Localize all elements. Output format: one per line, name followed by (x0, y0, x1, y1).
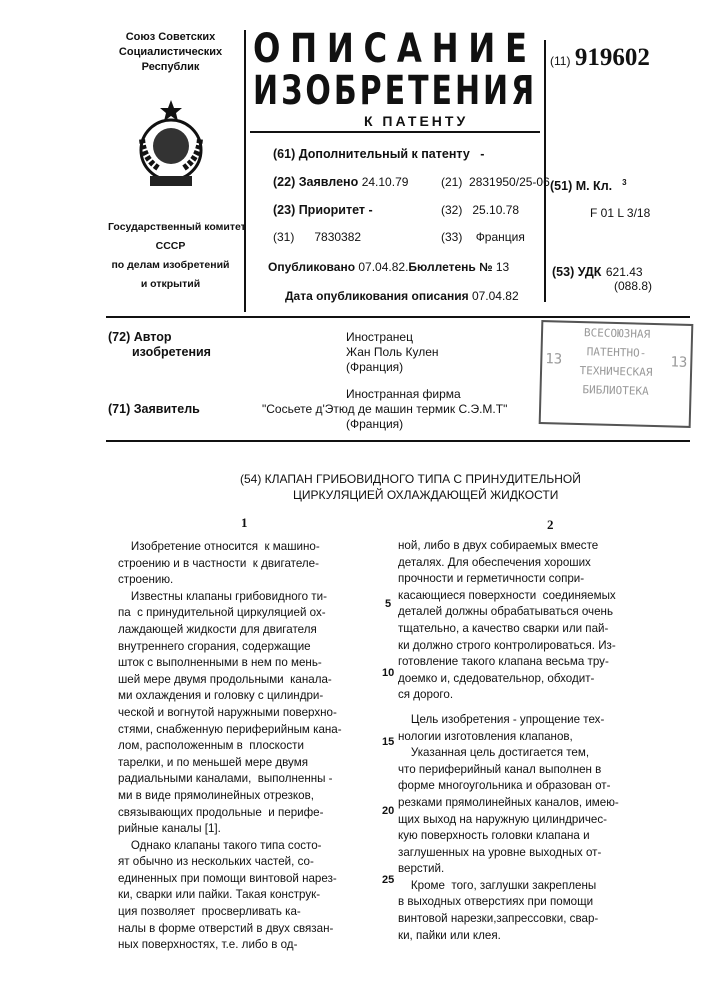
text-line: связывающих продольные и перифе- (118, 805, 342, 822)
text-line: в выходных отверстиях при помощи (398, 894, 619, 911)
text-line: верстий. (398, 861, 619, 878)
field-72-value (330, 330, 439, 375)
text-line: ят обычно из нескольких частей, со- (118, 854, 342, 871)
field-label: (33) (441, 230, 462, 244)
field-31 (273, 230, 361, 244)
text-line: деталях. Для обеспечения хороших (398, 555, 619, 572)
field-33 (441, 230, 525, 244)
field-label: (32) (441, 203, 462, 217)
invention-title-line1: (54) КЛАПАН ГРИБОВИДНОГО ТИПА С ПРИНУДИТЕЛЬНОЙ (240, 472, 581, 486)
text-line: ки, пайки или клея. (398, 928, 619, 945)
divider (106, 316, 690, 318)
text-line: ция позволяет просверливать ка- (118, 904, 342, 921)
field-value: 07.04.82 (472, 289, 519, 303)
text-line: лаждающей жидкости для двигателя (118, 622, 342, 639)
ussr-emblem-icon (128, 98, 214, 203)
field-label: Дата опубликования описания (285, 289, 469, 303)
line-number: 25 (382, 874, 394, 886)
text-line: Однако клапаны такого типа состо- (118, 838, 342, 855)
text-line: внутреннего сгорания, содержащие (118, 639, 342, 656)
applicant-line: Иностранная фирма (262, 387, 507, 402)
text-line: шток с выполненными в нем по мень- (118, 655, 342, 672)
text-line: строению. (118, 572, 342, 589)
field-21 (441, 175, 550, 189)
line-number: 15 (382, 736, 394, 748)
field-value: 2831950/25-06 (469, 175, 550, 189)
text-line: лом, расположенным в плоскости (118, 738, 342, 755)
stamp-line: БИБЛИОТЕКА (541, 379, 689, 402)
field-51 (550, 178, 627, 193)
field-label: (72) Автор (108, 330, 211, 345)
field-label: (21) (441, 175, 462, 189)
applicant-line: "Сосьете д'Этюд де машин термик С.Э.М.Т" (262, 402, 507, 417)
author-line: (Франция) (330, 360, 439, 375)
field-value: Франция (476, 230, 525, 244)
text-line: кую поверхность головки клапана и (398, 828, 619, 845)
stamp-line: ВСЕСОЮЗНАЯ (543, 322, 691, 345)
column-number-1: 1 (241, 515, 248, 531)
divider (544, 40, 546, 302)
field-label: (53) УДК (552, 265, 601, 279)
field-label: (61) Дополнительный к патенту (273, 147, 470, 161)
committee-name (108, 218, 233, 294)
divider (244, 30, 246, 312)
doc-subtitle: К ПАТЕНТУ (364, 113, 468, 129)
divider (250, 131, 540, 133)
text-line: резками прямолинейных каналов, имею- (398, 795, 619, 812)
author-line: Жан Поль Кулен (330, 345, 439, 360)
field-label: Бюллетень № (408, 260, 492, 274)
text-line: стями, снабженную периферийным кана- (118, 722, 342, 739)
text-line: тщательно, а качество сварки или пай- (398, 621, 619, 638)
field-value: 621.43 (606, 265, 643, 279)
line-number: 5 (385, 598, 391, 610)
field-value: - (368, 203, 372, 217)
field-72-label (108, 330, 211, 360)
text-line: па с принудительной циркуляцией ох- (118, 605, 342, 622)
text-line: ми в виде прямолинейных отрезков, (118, 788, 342, 805)
text-line: строению и в частности к двигателе- (118, 556, 342, 573)
text-line: ки должно строго контролироваться. Из- (398, 638, 619, 655)
field-32 (441, 203, 519, 217)
text-line (398, 704, 619, 712)
committee-line: Государственный комитет (108, 218, 233, 237)
field-53-value2: (088.8) (614, 279, 652, 293)
text-column-2 (398, 538, 619, 944)
text-line: Указанная цель достигается тем, (398, 745, 619, 762)
text-line: касающиеся поверхности соединяемых (398, 588, 619, 605)
text-line: Известны клапаны грибовидного ти- (118, 589, 342, 606)
field-71-label: (71) Заявитель (108, 402, 200, 416)
field-value: 25.10.78 (472, 203, 519, 217)
committee-line: по делам изобретений (108, 256, 233, 275)
invention-title-line2: ЦИРКУЛЯЦИЕЙ ОХЛАЖДАЮЩЕЙ ЖИДКОСТИ (293, 488, 558, 502)
field-label: Опубликовано (268, 260, 355, 274)
line-number: 20 (382, 805, 394, 817)
stamp-number: 13 (545, 350, 562, 369)
text-column-1 (118, 539, 342, 954)
stamp-line: ТЕХНИЧЕСКАЯ (542, 360, 690, 383)
country-line: Социалистических (108, 45, 233, 60)
field-71-value (262, 387, 507, 432)
line-number: 10 (382, 667, 394, 679)
field-label: изобретения (108, 345, 211, 360)
description-date (285, 289, 519, 303)
author-line: Иностранец (330, 330, 439, 345)
published (268, 260, 509, 274)
text-line: винтовой нарезки,запрессовки, свар- (398, 911, 619, 928)
text-line: готовление такого клапана весьма тру- (398, 654, 619, 671)
text-line: единенных при помощи винтовой нарез- (118, 871, 342, 888)
field-23 (273, 203, 373, 217)
text-line: ных поверхностях, т.е. либо в од- (118, 937, 342, 954)
library-stamp (539, 320, 694, 428)
text-line: нологии изготовления клапанов, (398, 729, 619, 746)
field-value: 13 (496, 260, 509, 274)
stamp-line: ПАТЕНТНО- (542, 341, 690, 364)
text-line: прочности и герметичности сопри- (398, 571, 619, 588)
committee-line: СССР (108, 237, 233, 256)
text-line: ки, сварки или пайки. Такая конструк- (118, 887, 342, 904)
country-line: Республик (108, 60, 233, 75)
doc-title-line2: ИЗОБРЕТЕНИЯ (253, 70, 537, 112)
country-name (108, 30, 233, 75)
text-line: тарелки, и по меньшей мере двумя (118, 755, 342, 772)
field-label: (51) М. Кл. (550, 179, 612, 193)
field-value: - (480, 147, 484, 161)
text-line: заглушенных на уровне выходных от- (398, 845, 619, 862)
field-value: 07.04.82. (358, 260, 408, 274)
patent-code: (11) (550, 54, 570, 68)
field-value: 24.10.79 (362, 175, 409, 189)
text-line: налы в форме отверстий в двух связан- (118, 921, 342, 938)
text-line: Изобретение относится к машино- (118, 539, 342, 556)
field-label: (22) Заявлено (273, 175, 358, 189)
text-line: Кроме того, заглушки закреплены (398, 878, 619, 895)
field-sup: 3 (622, 178, 626, 187)
patent-number-value: 919602 (575, 44, 650, 71)
field-22 (273, 175, 408, 189)
divider (106, 440, 690, 442)
field-label: (23) Приоритет (273, 203, 365, 217)
text-line: щих выход на наружную цилиндричес- (398, 812, 619, 829)
text-line: шей мере двумя продольными канала- (118, 672, 342, 689)
country-line: Союз Советских (108, 30, 233, 45)
text-line: радиальными каналами, выполненны - (118, 771, 342, 788)
text-line: форме многоугольника и образован от- (398, 778, 619, 795)
field-61 (273, 147, 484, 161)
text-line: Цель изобретения - упрощение тех- (398, 712, 619, 729)
text-line: что периферийный канал выполнен в (398, 762, 619, 779)
text-line: доемко и, сдедовательнор, обходит- (398, 671, 619, 688)
column-number-2: 2 (547, 517, 554, 533)
stamp-number: 13 (670, 353, 687, 372)
committee-line: и открытий (108, 275, 233, 294)
field-value: 7830382 (314, 230, 361, 244)
applicant-line: (Франция) (262, 417, 507, 432)
text-line: деталей должны обрабатываться очень (398, 604, 619, 621)
field-51-value: F 01 L 3/18 (590, 206, 650, 220)
text-line: ческой и вогнутой наружными поверхно- (118, 705, 342, 722)
text-line: ся дорого. (398, 687, 619, 704)
patent-number (550, 44, 650, 72)
text-line: рийные каналы [1]. (118, 821, 342, 838)
text-line: ной, либо в двух собираемых вместе (398, 538, 619, 555)
field-label: (31) (273, 230, 294, 244)
text-line: ми охлаждения и головку с цилиндри- (118, 688, 342, 705)
doc-title-line1: ОПИСАНИЕ (253, 28, 537, 70)
